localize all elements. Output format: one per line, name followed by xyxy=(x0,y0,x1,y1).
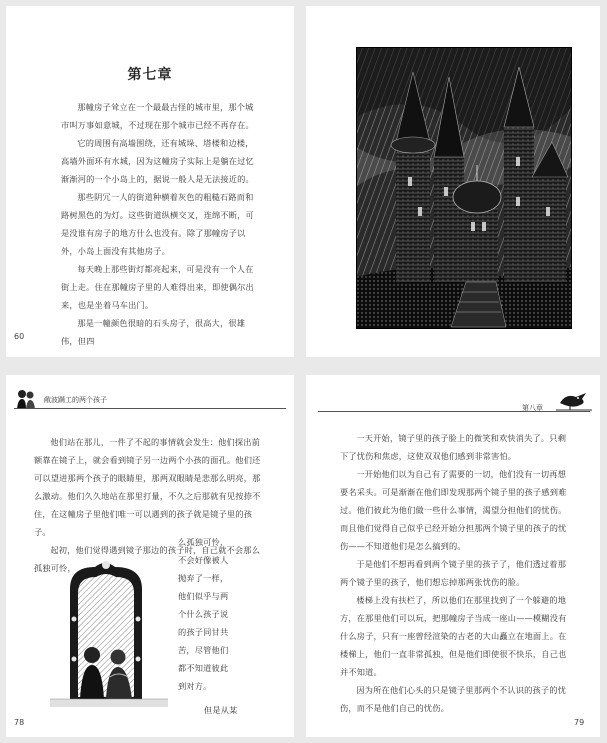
paragraph: 每天晚上那些街灯都亮起来，可是没有一个人在街上走。住在那幢房子里的人难得出来，即使偶尔出来，也是坐着马车出门。 xyxy=(61,264,254,310)
header-rule xyxy=(14,408,286,409)
page-78 xyxy=(6,375,294,737)
page-number: 78 xyxy=(14,718,25,727)
paragraph: 那些阴冗一人的街道种横着灰色的粗糙石路而和路树黑色的为灯。这些街道纵横交叉，连绵不断，可是没谁有房子的地方什么也没有。除了那幢房子以外，小岛上面没有其他房子。 xyxy=(61,192,254,256)
running-head: 敞波蹒工的两个孩子 xyxy=(44,396,107,404)
text-line: 不会好像被人 xyxy=(178,555,229,565)
text-line: 的孩子同甘共 xyxy=(178,627,229,637)
character-vignette-icon xyxy=(14,387,38,409)
paragraph: 因为所在他们心头的只是镜子里那两个不认识的孩子的忧伤，而不是他们自己的忧伤。 xyxy=(340,685,567,713)
paragraph: 一开始他们以为自己有了需要的一切，他们没有一切再想要名采头。可是渐渐在他们即发现那两个镜子里的孩子感到难过。他们彼此为他们做一些什么事情，渴望分担他们的忧伤。而且他们觉得自己似乎已经开始分担那两个镜子里的孩子的忧伤——不知道他们是怎么搞到的。 xyxy=(340,469,567,551)
page-61-illustration xyxy=(306,6,600,357)
paragraph: 起初，他们觉得遇到镜子那边的孩子时，自己就不会那么孤独可怜， xyxy=(34,545,261,573)
bird-vignette-icon xyxy=(556,389,592,411)
page-60-text xyxy=(61,98,261,350)
paragraph: 一天开始，镜子里的孩子脸上的微笑和欢快消失了。只剩下了忧伤和焦虑，这使双双他们感到非常害怕。 xyxy=(340,433,567,461)
text-line: 到对方。 xyxy=(178,681,212,691)
paragraph: 它的周围有高墙围绕，还有城垛、塔楼和边楼，高墙外面环有水城，因为这幢房子实际上是躺在过忆渐渐河的一个小岛上的，据说一般人是无法接近的。 xyxy=(61,138,254,184)
page-79 xyxy=(306,375,600,737)
text-line: 么孤独可怜， xyxy=(178,537,229,547)
page-number: 60 xyxy=(14,332,25,341)
paragraph: 他们站在那儿，一件了不起的事情就会发生：他们探出前额靠在镜子上，就会看到镜子另一边两个小孩的面孔。他们还可以望进那两个孩子的眼睛里，那两双眼睛是悲那么明亮，那么激动。他们久久地站在那里打量，不久之后那就有见按捺不住，在这幢房子里他们唯一可以遇到的孩子就是镜子里的孩子。 xyxy=(34,437,261,537)
page-number: 79 xyxy=(574,718,585,727)
paragraph: 那是一幢颜色很暗的石头房子，很高大，很雄伟，但四 xyxy=(61,318,246,346)
narrow-text-column xyxy=(178,533,254,695)
page-79-text xyxy=(340,429,568,717)
paragraph: 楼梯上没有扶栏了，所以他们在那里找到了一个躲避的地方，在那里他们可以玩，把那幢房子当成一座山——模糊没有什么房子，只有一座曾经渲染的古老的大山矗立在地面上。在楼梯上，他们一直非常孤独，但是他们即使很不快乐，自己也并不知道。 xyxy=(340,595,567,677)
text-line: 他们似乎与两 xyxy=(178,591,229,601)
text-line: 都不知道彼此 xyxy=(178,663,229,673)
text-line: 抛弃了一样， xyxy=(178,573,229,583)
chapter-title: 第七章 xyxy=(127,67,173,83)
text-line: 个什么孩子说 xyxy=(178,609,229,619)
castle-illustration xyxy=(356,47,572,329)
running-head: 第八章 xyxy=(522,404,543,412)
paragraph: 那幢房子耸立在一个最最古怪的城市里，那个城市叫万事如意城，不过现在那个城市已经不再存在。 xyxy=(61,102,254,130)
page-60 xyxy=(6,6,294,357)
header-rule xyxy=(318,411,590,412)
last-line: 但是从某 xyxy=(204,705,238,715)
text-line: 苦，尽管他们 xyxy=(178,645,229,655)
paragraph: 于是他们不想再看到两个镜子里的孩子了，他们透过着那两个镜子里的孩子，他们想忘掉那两张忧伤的脸。 xyxy=(340,559,567,587)
mirror-children-illustration xyxy=(50,559,168,707)
